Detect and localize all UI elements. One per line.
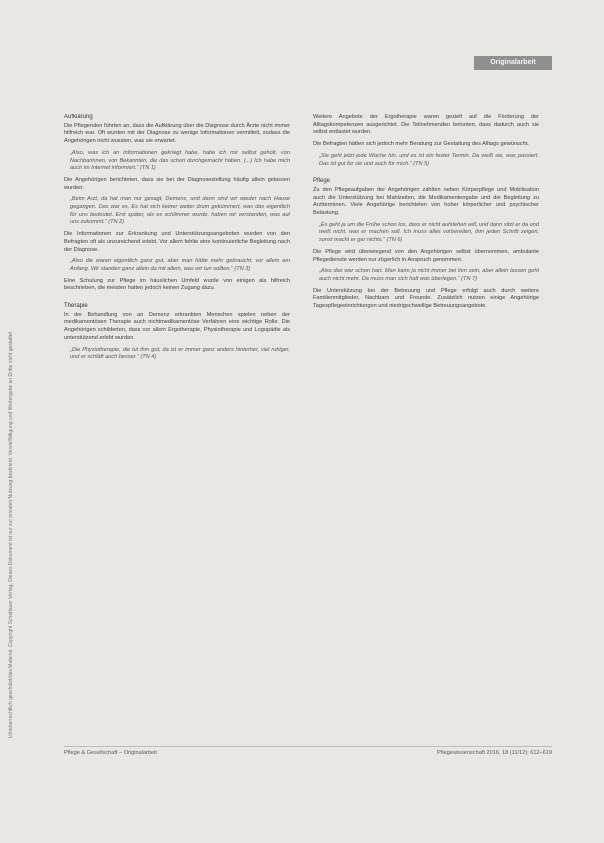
body-paragraph: Die Angehörigen berichteten, dass sie bei der Diagnosestellung häufig allein gelassen wurden: bbox=[64, 176, 290, 191]
section-heading: Therapie bbox=[64, 303, 88, 310]
body-paragraph: Weitere Angebote der Ergotherapie waren gezielt auf die Förderung der Alltagskompetenzen ausgerichtet. Die Teilnehmenden betonten, dass dadurch auch sie selbst entlastet wurden. bbox=[313, 114, 539, 136]
interview-quote: „Sie geht jetzt jede Woche hin, und es ist ein fester Termin. Da weiß sie, was passiert. Das ist gut für sie und auch für mich.“ (TN 5) bbox=[319, 152, 539, 167]
body-paragraph: Die Pflegenden führten an, dass die Aufklärung über die Diagnose durch Ärzte nicht immer hilfreich war. Oft wurden mit der Diagnose zu wenige Informationen vermittelt, sodass die Angehörigen nicht wussten, was sie erwartet. bbox=[64, 122, 290, 145]
body-paragraph: In der Behandlung von an Demenz erkrankten Menschen spielen neben der medikamentösen Therapie auch nichtmedikamentöse Verfahren eine wichtige Rolle. Die Angehörigen schilderten, dass vor allem Ergotherapie, Physiotherapie und Logopädie als unterstützend erlebt wurden. bbox=[64, 311, 290, 341]
body-paragraph: Die Befragten hätten sich jedoch mehr Beratung zur Gestaltung des Alltags gewünscht. bbox=[313, 141, 529, 148]
interview-quote: „Es geht ja um die Frühe schon los, dass er nicht aufstehen will, und dann sitzt er da und weiß nicht, was er machen soll. Ich muss alles vorbereiten, ihm jeden Schritt zeigen, sonst macht er gar nichts.“ (TN 6) bbox=[319, 221, 539, 244]
footer-citation: Pflegewissenschaft 2016, 18 (11/12): 612–619 bbox=[437, 750, 552, 756]
left-column bbox=[64, 114, 290, 714]
body-paragraph: Die Pflege wird überwiegend von den Angehörigen selbst übernommen, ambulante Pflegedienste werden nur zögerlich in Anspruch genommen. bbox=[313, 248, 539, 263]
body-paragraph: Eine Schulung zur Pflege im häuslichen Umfeld wurde von einigen als hilfreich beschrieben, die meisten hatten jedoch keinen Zugang dazu. bbox=[64, 277, 290, 292]
section-label: Originalarbeit bbox=[474, 56, 552, 70]
interview-quote: „Also das war schon hart. Man kann ja nicht immer bei ihm sein, aber allein lassen geht auch nicht mehr. Da muss man sich halt was überlegen.“ (TN 7) bbox=[319, 268, 539, 282]
interview-quote: „Also die waren eigentlich ganz gut, aber man hätte mehr gebraucht, vor allem am Anfang. Wir standen ganz allein da mit allem, was wir tun sollten.“ (TN 3) bbox=[70, 258, 290, 272]
footer-divider bbox=[64, 746, 552, 747]
body-paragraph: Die Unterstützung bei der Betreuung und Pflege erfolgt auch durch weitere Familienmitglieder, Nachbarn und Freunde. Zusätzlich nutzen einige Angehörige Tagespflegeeinrichtungen und niedrigschwellige Betreuungsangebote. bbox=[313, 287, 539, 310]
right-column bbox=[313, 114, 539, 714]
copyright-margin bbox=[8, 58, 22, 738]
body-paragraph: Zu den Pflegeaufgaben der Angehörigen zählten neben Körperpflege und Mobilisation auch die Unterstützung bei Mahlzeiten, die Medikamentengabe und die Begleitung zu Arztterminen. Viele Angehörige berichteten von hoher körperlicher und psychischer Belastung. bbox=[313, 186, 539, 217]
footer-journal: Pflege & Gesellschaft – Originalarbeit bbox=[64, 750, 157, 756]
interview-quote: „Die Physiotherapie, die tut ihm gut, da ist er immer ganz anders hinterher, viel ruhiger, und er schläft auch besser.“ (TN 4) bbox=[70, 346, 290, 361]
copyright-margin-text: Urheberrechtlich geschützt/das Material. Copyright Schattauer Verlag, Dieses Dokument ist nur zur privaten Nutzung bestimmt. Vervielfältigung und Weitergabe an Dritte nicht gestattet. bbox=[8, 330, 14, 738]
section-heading: Pflege bbox=[313, 178, 331, 185]
body-paragraph: Die Informationen zur Erkrankung und Unterstützungsangeboten wurden von den Befragten oft als unzureichend erlebt. Vor allem fehlte eine kontinuierliche Begleitung nach der Diagnose. bbox=[64, 231, 290, 253]
section-heading: Aufklärung bbox=[64, 114, 93, 120]
interview-quote: „Beim Arzt, da hat man nur gesagt, Demenz, und dann sind wir wieder nach Hause gegangen. Das war es. Es hat sich keiner weiter drum gekümmert, was das eigentlich für uns bedeutet. Erst später, als es schlimmer wurde, haben wir verstanden, was auf uns zukommt.“ (TN 2) bbox=[70, 196, 290, 226]
interview-quote: „Also, was ich an Informationen gekriegt habe, habe ich mir selbst geholt, von Nachbarinnen, von Bekannten, die das schon durchgemacht haben. (...) Ich habe mich auch im Internet informiert.“ (TN 1) bbox=[70, 149, 290, 172]
